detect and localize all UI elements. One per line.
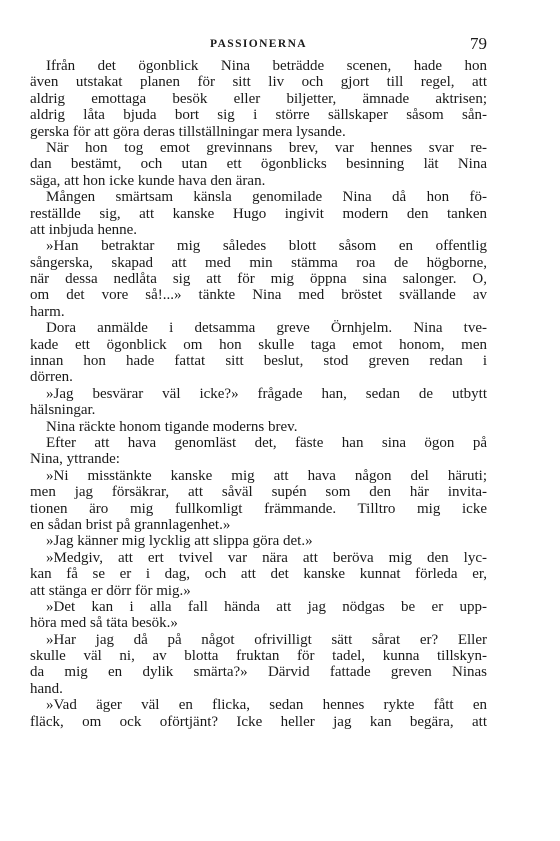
text-line: gerska för att göra deras tillställningar mera lysande. — [30, 123, 346, 140]
text-line: att stänga er dörr för mig.» — [30, 582, 191, 599]
text-line: när dessa nedlåta sig att för mig öppna sina salonger. O, — [30, 271, 487, 288]
text-line: hand. — [30, 680, 63, 697]
text-line: da mig en dylik smärta?» Därvid fattade greven Ninas — [30, 664, 487, 681]
text-line: Nina räckte honom tigande moderns brev. — [46, 418, 298, 435]
text-line: »Han betraktar mig således blott såsom en offentlig — [46, 238, 487, 255]
text-line: När hon tog emot grevinnans brev, var hennes svar re- — [46, 139, 487, 156]
text-line: säga, att hon icke kunde hava den äran. — [30, 172, 266, 189]
text-line: »Jag känner mig lycklig att slippa göra det.» — [46, 533, 313, 550]
text-line: hälsningar. — [30, 402, 96, 419]
book-page — [30, 30, 487, 730]
text-line: fläck, om ock oförtjänt? Icke heller jag kan begära, att — [30, 713, 487, 730]
text-line: dörren. — [30, 369, 73, 386]
text-line: Mången smärtsam känsla genomilade Nina då hon fö- — [46, 189, 487, 206]
text-line: »Det kan i alla fall hända att jag nödgas be er upp- — [46, 598, 487, 615]
text-line: »Medgiv, att ert tvivel var nära att beröva mig den lyc- — [46, 549, 487, 566]
text-line: att inbjuda henne. — [30, 221, 138, 238]
text-line: dan bestämt, och utan ett ögonblicks besinning lät Nina — [30, 156, 487, 173]
text-line: skulle väl ni, av blotta fruktan för tadel, kunna tillskyn- — [30, 648, 487, 665]
text-line: tionen äro mig fullkomligt främmande. Tilltro mig icke — [30, 500, 487, 517]
text-line: Efter att hava genomläst det, fäste han sina ögon på — [46, 434, 487, 451]
text-line: aldrig låta bjuda bort sig i större sällskaper såsom sån- — [30, 107, 487, 124]
text-line: »Ni misstänkte kanske mig att hava någon del häruti; — [46, 467, 487, 484]
text-line: höra med så täta besök.» — [30, 615, 178, 632]
body-text — [30, 58, 487, 730]
text-line: men jag försäkrar, att såväl supén som den här invita- — [30, 484, 487, 501]
text-line: innan hon hade fattat sitt beslut, stod greven redan i — [30, 353, 487, 370]
text-line: Dora anmälde i detsamma greve Örnhjelm. Nina tve- — [46, 320, 487, 337]
running-head — [30, 30, 487, 58]
text-line: kade ett ögonblick om hon skulle taga emot honom, men — [30, 336, 487, 353]
text-line: »Vad äger väl en flicka, sedan hennes rykte fått en — [46, 697, 487, 714]
text-line: sångerska, skapad att med min stämma roa de högborne, — [30, 254, 487, 271]
text-line: kan få se er i dag, och att det kanske kunnat förleda er, — [30, 566, 487, 583]
text-line: »Jag besvärar väl icke?» frågade han, sedan de utbytt — [46, 385, 487, 402]
page-number: 79 — [470, 34, 487, 53]
text-line: aldrig emottaga besök eller biljetter, ämnade aktrisen; — [30, 90, 487, 107]
text-line: harm. — [30, 303, 65, 320]
text-line: om det vore så!...» tänkte Nina med bröstet svällande av — [30, 287, 487, 304]
text-line: reställde sig, att kanske Hugo ingivit modern den tanken — [30, 205, 487, 222]
text-line: en sådan brist på grannlagenhet.» — [30, 516, 231, 533]
text-line: »Har jag då på något ofrivilligt sätt sårat er? Eller — [46, 631, 487, 648]
text-line: Ifrån det ögonblick Nina beträdde scenen, hade hon — [46, 58, 487, 74]
text-line: även utstakat planen för sitt liv och gjort till regel, att — [30, 74, 487, 91]
text-line: Nina, yttrande: — [30, 451, 120, 468]
running-head-title: PASSIONERNA — [210, 38, 307, 50]
